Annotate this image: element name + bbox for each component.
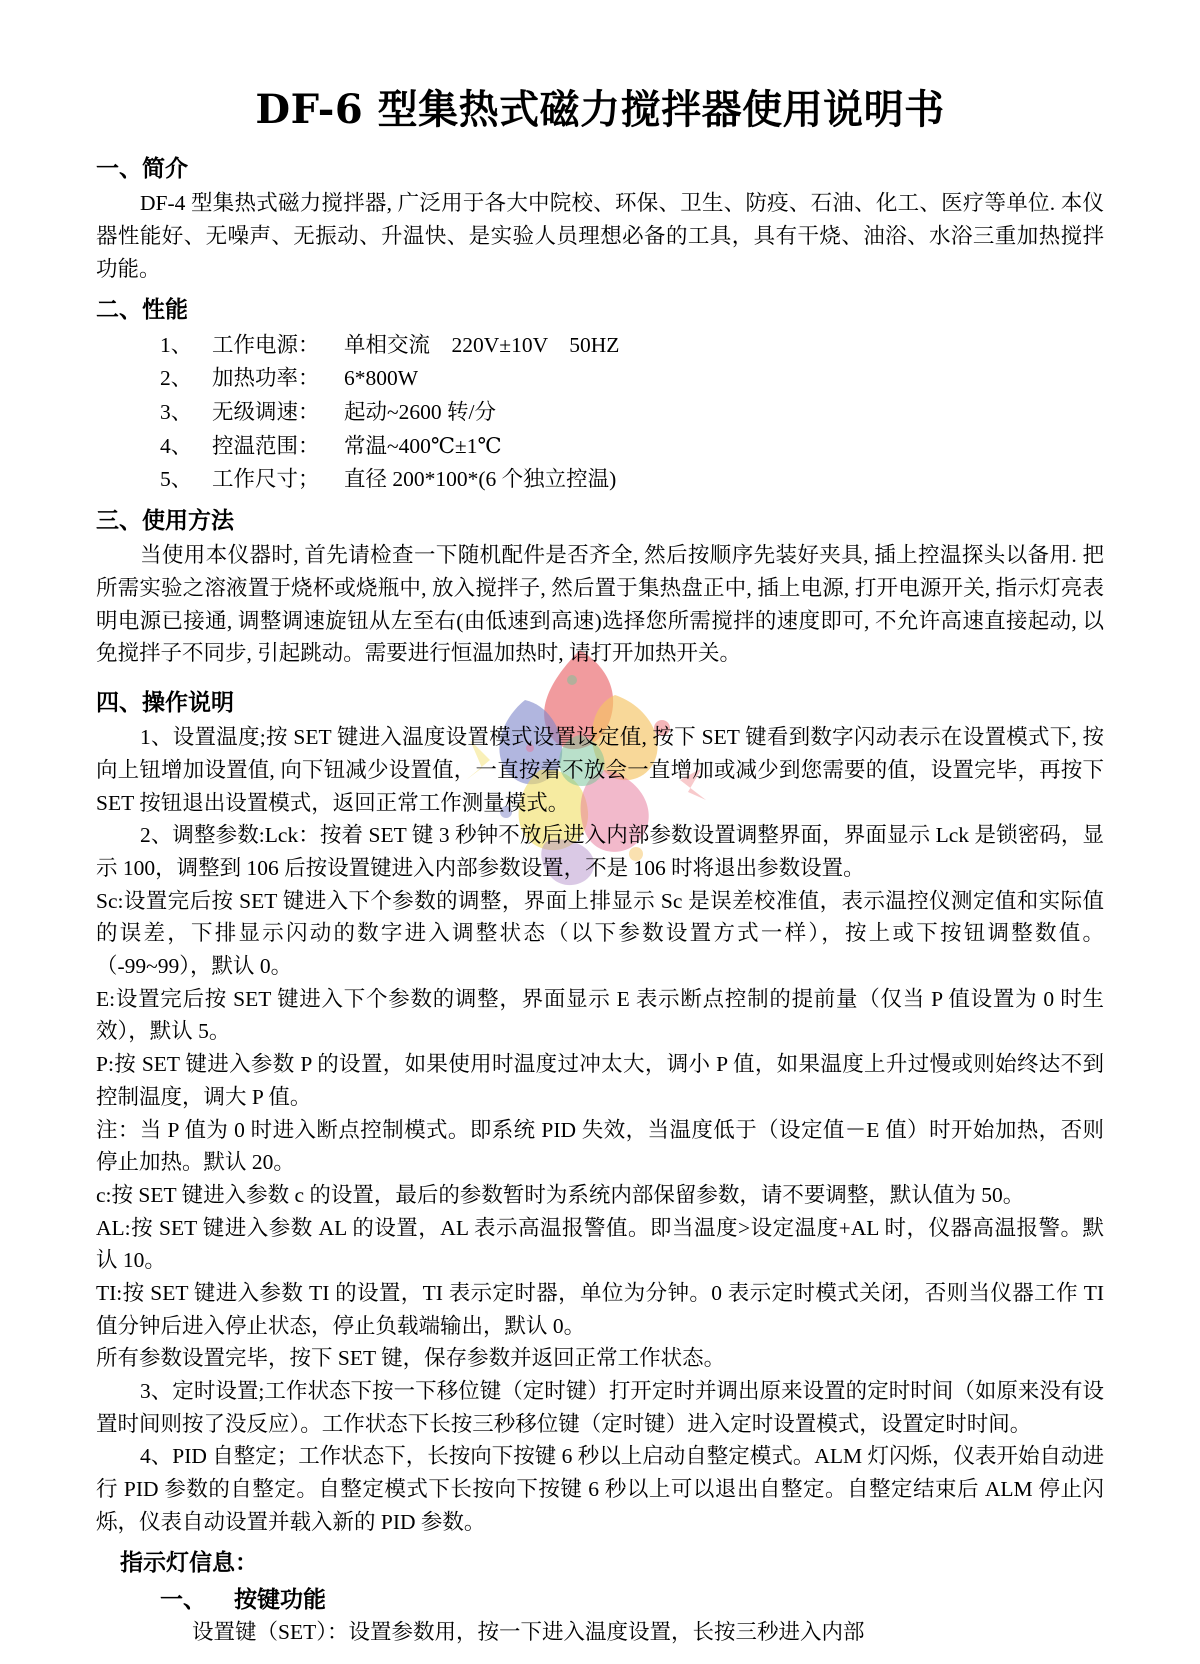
list-item: [160, 430, 1104, 463]
operation-paragraph: P:按 SET 键进入参数 P 的设置，如果使用时温度过冲太大，调小 P 值，如果温度上升过慢或则始终达不到控制温度，调大 P 值。: [96, 1052, 1104, 1109]
section-heading-intro: 一、简介: [96, 156, 188, 181]
indicator-info-heading: 指示灯信息：: [120, 1550, 258, 1576]
spec-number: 2、: [160, 366, 193, 391]
spec-number: 1、: [160, 332, 193, 357]
section-paragraph-usage: 当使用本仪器时, 首先请检查一下随机配件是否齐全, 然后按顺序先装好夹具, 插上控温探头以备用. 把所需实验之溶液置于烧杯或烧瓶中, 放入搅拌子, 然后置于集热盘正中, 插上电源, 打开电源开关, 指示灯亮表明电源已接通, 调整调速旋钮从左至右(由低速到高速)选择您所需搅拌的速度即可, 不允许高速直接起动, 以免搅拌子不同步, 引起跳动。需要进行恒温加热时, 请打开加热开关。: [96, 543, 1104, 666]
operation-paragraph: 3、定时设置;工作状态下按一下移位键（定时键）打开定时并调出原来设置的定时时间（如原来没有设置时间则按了没反应）。工作状态下长按三秒移位键（定时键）进入定时设置模式，设置定时时间。: [96, 1378, 1104, 1436]
section-heading-performance: 二、性能: [96, 297, 188, 323]
section-paragraph-intro: DF-4 型集热式磁力搅拌器, 广泛用于各大中院校、环保、卫生、防疫、石油、化工、医疗等单位. 本仪器性能好、无噪声、无振动、升温快、是实验人员理想必备的工具，具有干烧、油浴、水浴三重加热搅拌功能。: [96, 191, 1104, 281]
list-item: [160, 329, 1104, 362]
operation-paragraph: 2、调整参数:Lck：按着 SET 键 3 秒钟不放后进入内部参数设置调整界面，界面显示 Lck 是锁密码，显示 100，调整到 106 后按设置键进入内部参数设置，不是 106 时将退出参数设置。: [96, 823, 1104, 881]
spec-number: 5、: [160, 467, 193, 492]
spec-number: 3、: [160, 400, 193, 425]
key-function-heading-label: 按键功能: [234, 1587, 326, 1613]
page-title: DF-6 型集热式磁力搅拌器使用说明书: [255, 86, 945, 133]
spec-label: 工作尺寸；: [212, 467, 320, 492]
operation-paragraph: 注：当 P 值为 0 时进入断点控制模式。即系统 PID 失效，当温度低于（设定值－E 值）时开始加热，否则停止加热。默认 20。: [96, 1117, 1104, 1175]
operation-paragraph: E:设置完后按 SET 键进入下个参数的调整，界面显示 E 表示断点控制的提前量（仅当 P 值设置为 0 时生效），默认 5。: [96, 986, 1104, 1044]
spec-value: 直径 200*100*(6 个独立控温): [344, 467, 617, 492]
list-item: [160, 362, 1104, 395]
operation-paragraph: Sc:设置完后按 SET 键进入下个参数的调整，界面上排显示 Sc 是误差校准值，表示温控仪测定值和实际值的误差，下排显示闪动的数字进入调整状态（以下参数设置方式一样），按上或下按钮调整数值。（-99~99），默认 0。: [96, 888, 1104, 979]
operation-paragraph: TI:按 SET 键进入参数 TI 的设置，TI 表示定时器，单位为分钟。0 表示定时模式关闭，否则当仪器工作 TI 值分钟后进入停止状态，停止负载端输出，默认 0。: [96, 1280, 1104, 1338]
spec-label: 控温范围：: [212, 433, 320, 458]
spec-value: 起动~2600 转/分: [344, 400, 496, 425]
spec-number: 4、: [160, 433, 193, 458]
spec-value: 单相交流 220V±10V 50HZ: [344, 332, 620, 357]
operation-paragraph: c:按 SET 键进入参数 c 的设置，最后的参数暂时为系统内部保留参数，请不要调整，默认值为 50。: [96, 1182, 1025, 1207]
spec-label: 无级调速：: [212, 400, 320, 425]
operation-paragraph: 4、PID 自整定；工作状态下，长按向下按键 6 秒以上启动自整定模式。ALM 灯闪烁，仪表开始自动进行 PID 参数的自整定。自整定模式下长按向下按键 6 秒以上可以退出自整定。自整定结束后 ALM 停止闪烁，仪表自动设置并载入新的 PID 参数。: [96, 1444, 1104, 1534]
list-item: [160, 396, 1104, 429]
performance-spec-list: [96, 329, 1104, 496]
spec-label: 工作电源：: [212, 332, 320, 357]
key-function-heading: [160, 1581, 1104, 1614]
key-function-line: 设置键（SET）：设置参数用，按一下进入温度设置，长按三秒进入内部: [192, 1620, 865, 1645]
spec-value: 常温~400℃±1℃: [344, 433, 502, 458]
spec-label: 加热功率：: [212, 366, 320, 391]
list-item: [160, 463, 1104, 496]
spec-value: 6*800W: [344, 366, 419, 391]
section-heading-operation: 四、操作说明: [96, 690, 234, 716]
section-heading-usage: 三、使用方法: [96, 508, 234, 534]
operation-paragraph-list: [96, 721, 1104, 1538]
operation-paragraph: 所有参数设置完毕，按下 SET 键，保存参数并返回正常工作状态。: [96, 1346, 726, 1371]
key-function-heading-number: 一、: [160, 1587, 206, 1613]
operation-paragraph: 1、设置温度;按 SET 键进入温度设置模式设置设定值, 按下 SET 键看到数字闪动表示在设置模式下, 按向上钮增加设置值, 向下钮减少设置值，一直按着不放会一直增加或减少到您需要的值，设置完毕，再按下 SET 按钮退出设置模式，返回正常工作测量模式。: [96, 725, 1104, 815]
operation-paragraph: AL:按 SET 键进入参数 AL 的设置，AL 表示高温报警值。即当温度>设定温度+AL 时，仪器高温报警。默认 10。: [96, 1215, 1104, 1273]
